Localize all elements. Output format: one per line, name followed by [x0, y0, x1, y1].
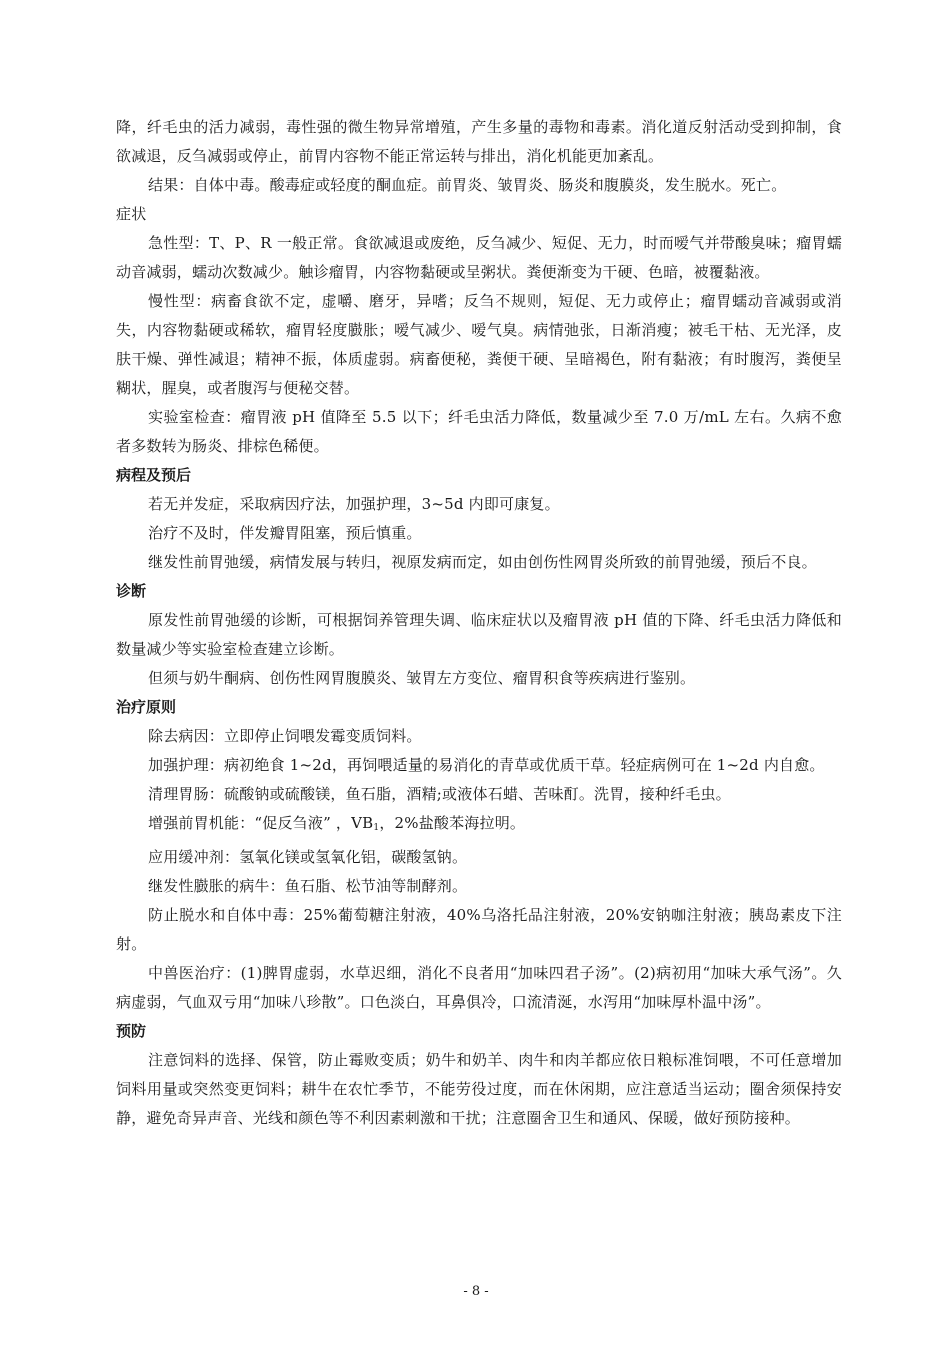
- vitamin-b-subscript: 1: [373, 823, 380, 833]
- heading-symptoms: 症状: [116, 205, 147, 223]
- heading-prevention: 预防: [116, 1022, 147, 1040]
- paragraph-treatment-2: 加强护理：病初绝食 1~2d，再饲喂适量的易消化的青草或优质干草。轻症病例可在 1~2d 内自愈。: [148, 756, 825, 774]
- paragraph-diagnosis-2: 但须与奶牛酮病、创伤性网胃腹膜炎、皱胃左方变位、瘤胃积食等疾病进行鉴别。: [148, 669, 696, 687]
- paragraph-lab-exam: 实验室检查：瘤胃液 pH 值降至 5.5 以下；纤毛虫活力降低，数量减少至 7.0 万/mL 左右。久病不愈者多数转为肠炎、排棕色稀便。: [116, 408, 842, 455]
- paragraph-treatment-1: 除去病因：立即停止饲喂发霉变质饲料。: [148, 727, 422, 745]
- page-number: - 8 -: [463, 1284, 489, 1299]
- paragraph-continued: 降，纤毛虫的活力减弱，毒性强的微生物异常增殖，产生多量的毒物和毒素。消化道反射活动受到抑制，食欲减退，反刍减弱或停止，前胃内容物不能正常运转与排出，消化机能更加紊乱。: [116, 118, 842, 165]
- paragraph-course-2: 治疗不及时，伴发瓣胃阻塞，预后慎重。: [148, 524, 422, 542]
- treatment-4-text-end: ，2%盐酸苯海拉明。: [379, 814, 526, 832]
- paragraph-treatment-6: 继发性臌胀的病牛：鱼石脂、松节油等制酵剂。: [148, 877, 468, 895]
- paragraph-treatment-7: 防止脱水和自体中毒：25%葡萄糖注射液，40%乌洛托品注射液，20%安钠咖注射液；胰岛素皮下注射。: [116, 906, 842, 953]
- document-page: [116, 113, 842, 1133]
- paragraph-treatment-8: 中兽医治疗：(1)脾胃虚弱，水草迟细，消化不良者用“加味四君子汤”。(2)病初用“加味大承气汤”。久病虚弱，气血双亏用“加味八珍散”。口色淡白，耳鼻俱冷，口流清涎，水泻用“加味厚朴温中汤”。: [116, 964, 842, 1011]
- heading-treatment: 治疗原则: [116, 698, 177, 716]
- paragraph-treatment-3: 清理胃肠：硫酸钠或硫酸镁，鱼石脂，酒精;或液体石蜡、苦味酊。洗胃，接种纤毛虫。: [148, 785, 731, 803]
- paragraph-diagnosis-1: 原发性前胃弛缓的诊断，可根据饲养管理失调、临床症状以及瘤胃液 pH 值的下降、纤毛虫活力降低和数量减少等实验室检查建立诊断。: [116, 611, 842, 658]
- paragraph-prevention: 注意饲料的选择、保管，防止霉败变质；奶牛和奶羊、肉牛和肉羊都应依日粮标准饲喂，不可任意增加饲料用量或突然变更饲料；耕牛在农忙季节，不能劳役过度，而在休闲期，应注意适当运动；圈舍须保持安静，避免奇异声音、光线和颜色等不利因素刺激和干扰；注意圈舍卫生和通风、保暖，做好预防接种。: [116, 1051, 842, 1127]
- paragraph-course-1: 若无并发症，采取病因疗法，加强护理，3~5d 内即可康复。: [148, 495, 560, 513]
- paragraph-course-3: 继发性前胃弛缓，病情发展与转归，视原发病而定，如由创伤性网胃炎所致的前胃弛缓，预后不良。: [148, 553, 817, 571]
- paragraph-result: 结果：自体中毒。酸毒症或轻度的酮血症。前胃炎、皱胃炎、肠炎和腹膜炎，发生脱水。死亡。: [148, 176, 787, 194]
- paragraph-acute-type: 急性型：T、P、R 一般正常。食欲减退或废绝，反刍减少、短促、无力，时而嗳气并带酸臭味；瘤胃蠕动音减弱，蠕动次数减少。触诊瘤胃，内容物黏硬或呈粥状。粪便渐变为干硬、色暗，被覆黏液。: [116, 234, 842, 281]
- paragraph-chronic-type: 慢性型：病畜食欲不定，虚嚼、磨牙，异嗜；反刍不规则，短促、无力或停止；瘤胃蠕动音减弱或消失，内容物黏硬或稀软，瘤胃轻度臌胀；嗳气减少、嗳气臭。病情弛张，日渐消瘦；被毛干枯、无光泽，皮肤干燥、弹性减退；精神不振，体质虚弱。病畜便秘，粪便干硬、呈暗褐色，附有黏液；有时腹泻，粪便呈糊状，腥臭，或者腹泻与便秘交替。: [116, 292, 842, 397]
- heading-course-prognosis: 病程及预后: [116, 466, 192, 484]
- heading-diagnosis: 诊断: [116, 582, 147, 600]
- paragraph-treatment-4: [116, 809, 842, 843]
- paragraph-treatment-5: 应用缓冲剂：氢氧化镁或氢氧化铝，碳酸氢钠。: [148, 848, 468, 866]
- treatment-4-text: 增强前胃机能：“促反刍液” ，VB: [148, 814, 374, 832]
